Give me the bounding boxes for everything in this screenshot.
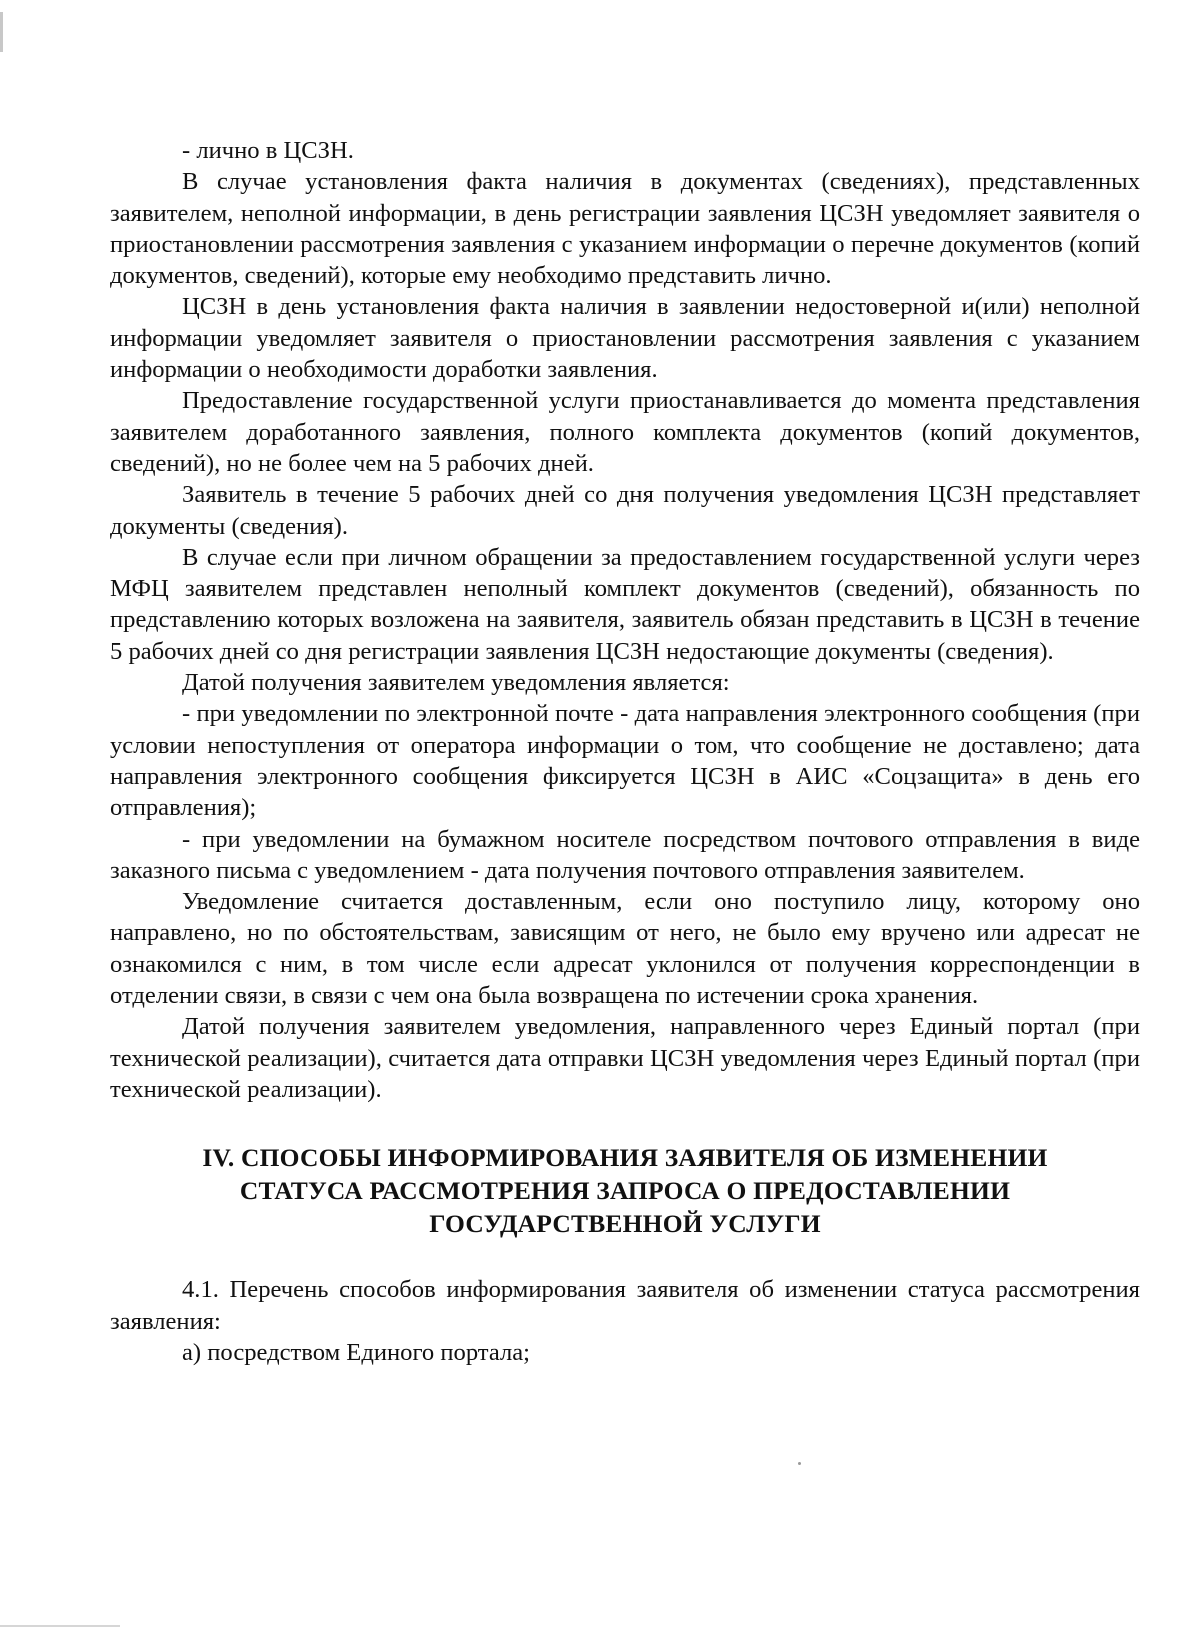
document-page [110,135,1140,1368]
paragraph: Заявитель в течение 5 рабочих дней со дня получения уведомления ЦСЗН представляет документы (сведения). [110,481,1140,540]
scan-speck [798,1462,801,1465]
paragraph: Предоставление государственной услуги приостанавливается до момента представления заявителем доработанного заявления, полного комплекта документов (копий документов, сведений), но не более чем на 5 рабочих дней. [110,387,1140,477]
spacer [110,1240,1140,1274]
scan-edge-mark [0,12,3,52]
paragraph: - при уведомлении по электронной почте - дата направления электронного сообщения (при условии непоступления от оператора информации о том, что сообщение не доставлено; дата направления электронного сообщения фиксируется ЦСЗН в АИС «Соцзащита» в день его отправления); [110,700,1140,822]
paragraph: - при уведомлении на бумажном носителе посредством почтового отправления в виде заказного письма с уведомлением - дата получения почтового отправления заявителем. [110,825,1140,884]
scan-edge-mark-bottom [0,1625,120,1627]
paragraph: В случае если при личном обращении за предоставлением государственной услуги через МФЦ заявителем представлен неполный комплект документов (сведений), обязанность по представлению которых возложена на заявителя, заявитель обязан представить в ЦСЗН в течение 5 рабочих дней со дня регистрации заявления ЦСЗН недостающие документы (сведения). [110,543,1140,665]
paragraph: В случае установления факта наличия в документах (сведениях), представленных заявителем, неполной информации, в день регистрации заявления ЦСЗН уведомляет заявителя о приостановлении рассмотрения заявления с указанием информации о перечне документов (копий документов, сведений), которые ему необходимо представить лично. [110,168,1140,290]
paragraph: - лично в ЦСЗН. [182,137,354,164]
list-item: а) посредством Единого портала; [182,1338,530,1366]
paragraph: 4.1. Перечень способов информирования заявителя об изменении статуса рассмотрения заявления: [110,1276,1140,1335]
section-heading: IV. СПОСОБЫ ИНФОРМИРОВАНИЯ ЗАЯВИТЕЛЯ ОБ ИЗМЕНЕНИИ СТАТУСА РАССМОТРЕНИЯ ЗАПРОСА О ПРЕДОСТАВЛЕНИИ ГОСУДАРСТВЕННОЙ УСЛУГИ [202,1143,1048,1239]
paragraph: ЦСЗН в день установления факта наличия в заявлении недостоверной и(или) неполной информации уведомляет заявителя о приостановлении рассмотрения заявления с указанием информации о необходимости доработки заявления. [110,293,1140,384]
paragraph: Датой получения заявителем уведомления является: [182,669,730,697]
paragraph: Уведомление считается доставленным, если оно поступило лицу, которому оно направлено, но по обстоятельствам, зависящим от него, не было ему вручено или адресат не ознакомился с ним, в том числе если адресат уклонился от получения корреспонденции в отделении связи, в связи с чем она была возвращена по истечении срока хранения. [110,888,1140,1010]
paragraph: Датой получения заявителем уведомления, направленного через Единый портал (при технической реализации), считается дата отправки ЦСЗН уведомления через Единый портал (при технической реализации). [110,1013,1140,1103]
